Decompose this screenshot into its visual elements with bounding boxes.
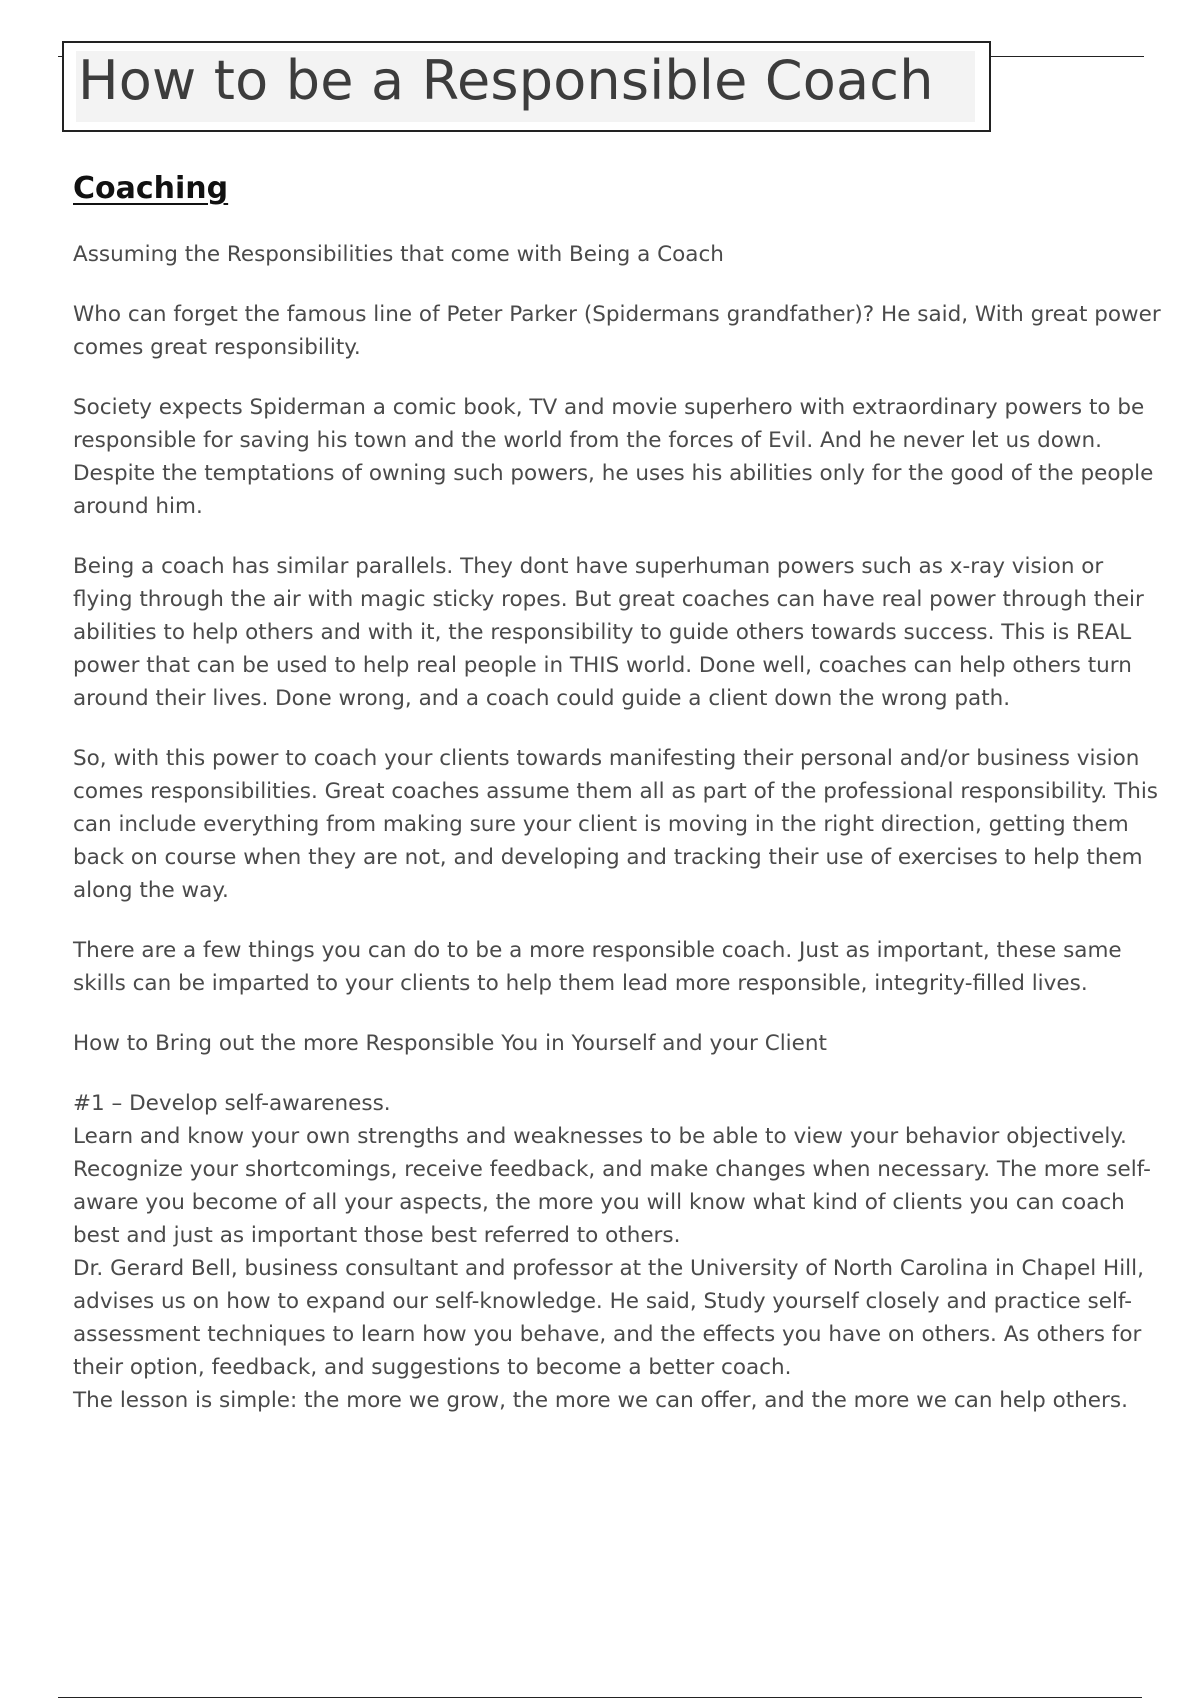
page-title: How to be a Responsible Coach <box>78 49 934 112</box>
paragraph-step-1-body: Learn and know your own strengths and weaknesses to be able to view your behavior objectively. Recognize your shortcomings, receive feedback, and make changes when necessary. The more self-aware you become of all your aspects, the more you will know what kind of clients you can coach best and just as important those best referred to others. <box>73 1124 1151 1248</box>
paragraph-subtitle: Assuming the Responsibilities that come with Being a Coach <box>73 242 724 267</box>
footer-rule <box>58 1697 1142 1698</box>
document-body <box>73 166 1163 1417</box>
paragraph-spiderman: Society expects Spiderman a comic book, TV and movie superhero with extraordinary powers to be responsible for saving his town and the world from the forces of Evil. And he never let us down. Despite the temptations of owning such powers, he uses his abilities only for the good of the people around him. <box>73 395 1154 519</box>
paragraph-parallels: Being a coach has similar parallels. They dont have superhuman powers such as x-ray vision or flying through the air with magic sticky ropes. But great coaches can have real power through their abilities to help others and with it, the responsibility to guide others towards success. This is REAL power that can be used to help real people in THIS world. Done well, coaches can help others turn around their lives. Done wrong, and a coach could guide a client down the wrong path. <box>73 554 1144 711</box>
paragraph-lesson: The lesson is simple: the more we grow, the more we can offer, and the more we can help others. <box>73 1388 1128 1413</box>
paragraph-gerard-bell: Dr. Gerard Bell, business consultant and professor at the University of North Carolina in Chapel Hill, advises us on how to expand our self-knowledge. He said, Study yourself closely and practice self-assessment techniques to learn how you behave, and the effects you have on others. As others for their option, feedback, and suggestions to become a better coach. <box>73 1256 1144 1380</box>
title-box <box>62 41 991 132</box>
paragraph-responsibilities: So, with this power to coach your clients towards manifesting their personal and/or business vision comes responsibilities. Great coaches assume them all as part of the professional responsibility. This can include everything from making sure your client is moving in the right direction, getting them back on course when they are not, and developing and tracking their use of exercises to help them along the way. <box>73 746 1159 903</box>
paragraph-subheading: How to Bring out the more Responsible You in Yourself and your Client <box>73 1031 827 1056</box>
paragraph-step-1-title: #1 – Develop self-awareness. <box>73 1091 391 1116</box>
paragraph-few-things: There are a few things you can do to be a more responsible coach. Just as important, these same skills can be imparted to your clients to help them lead more responsible, integrity-filled lives. <box>73 938 1122 996</box>
paragraph-quote: Who can forget the famous line of Peter Parker (Spidermans grandfather)? He said, With great power comes great responsibility. <box>73 302 1161 360</box>
section-heading: Coaching <box>73 171 229 206</box>
